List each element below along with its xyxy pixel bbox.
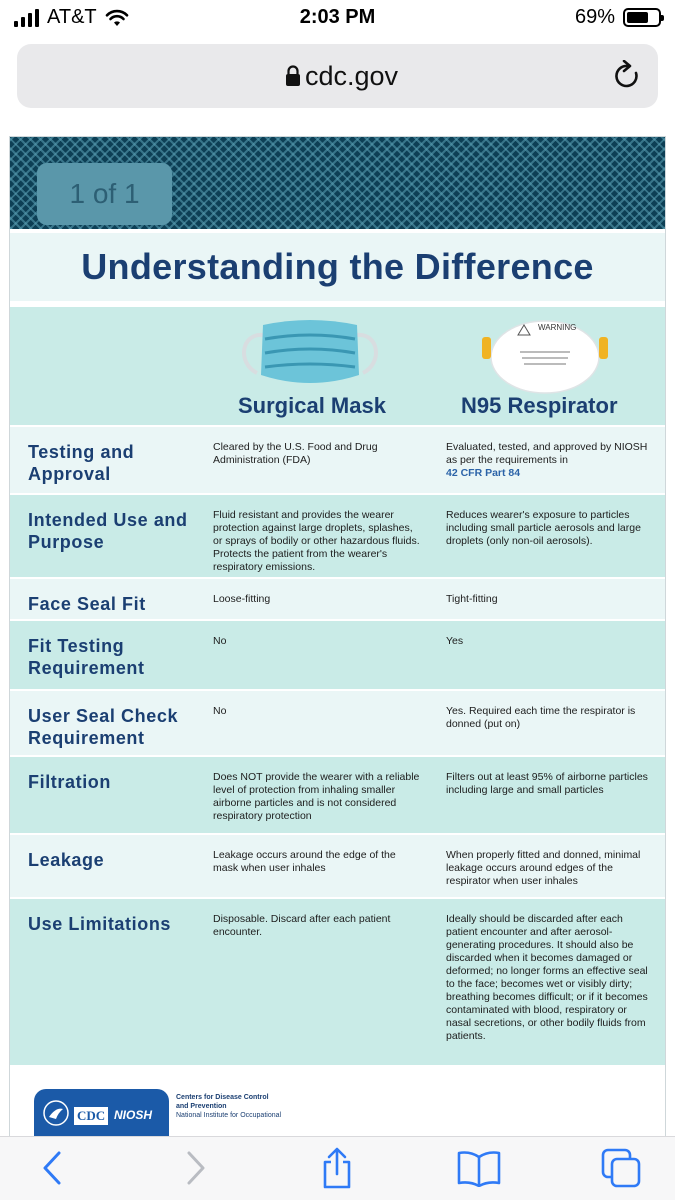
table-row	[10, 579, 665, 621]
row-label: Filtration	[28, 772, 111, 792]
cdc-logo	[34, 1089, 169, 1137]
title-band	[10, 233, 665, 301]
status-bar	[0, 0, 675, 38]
table-row	[10, 427, 665, 495]
page-content[interactable]	[0, 120, 675, 1136]
row-label: User Seal Check Requirement	[28, 706, 179, 748]
surgical-mask-icon	[235, 315, 385, 393]
surgical-cell: Fluid resistant and provides the wearer protection against large droplets, splashes, or sprays of bodily or other hazardous fluids. Protects the patient from the wearer's respiratory emissions.	[213, 509, 420, 573]
table-row	[10, 621, 665, 691]
table-row	[10, 691, 665, 757]
share-icon	[319, 1146, 355, 1190]
table-row	[10, 757, 665, 835]
bookmarks-icon	[456, 1149, 502, 1187]
row-label: Fit Testing Requirement	[28, 636, 145, 678]
org-line-2: and Prevention	[176, 1103, 227, 1110]
tabs-icon	[600, 1147, 642, 1189]
cdc-logo-text: CDC	[74, 1107, 108, 1125]
surgical-cell: Cleared by the U.S. Food and Drug Administration (FDA)	[213, 441, 378, 466]
column-header-row	[10, 307, 665, 425]
hhs-eagle-icon	[42, 1099, 70, 1127]
cdc-org-name	[176, 1093, 281, 1120]
surgical-cell: Leakage occurs around the edge of the mask when user inhales	[213, 849, 396, 874]
n95-cell: Ideally should be discarded after each patient encounter and after aerosol-generating procedures. It should also be discarded when it becomes damaged or deformed; no longer forms an effective seal to the face; becomes wet or visibly dirty; breathing becomes difficult; or if it becomes contaminated with blood, respiratory or nasal secretions, or other bodily fluids from patients.	[446, 913, 648, 1042]
forward-icon	[184, 1150, 208, 1186]
mask-warning-label: WARNING	[538, 323, 577, 332]
address-bar[interactable]	[17, 44, 658, 108]
row-label: Testing and Approval	[28, 442, 135, 484]
page-indicator: 1 of 1	[37, 163, 172, 225]
battery-level	[627, 12, 648, 23]
row-label: Leakage	[28, 850, 105, 870]
clock: 2:03 PM	[299, 6, 376, 28]
surgical-cell: No	[213, 705, 227, 717]
org-line-3: National Institute for Occupational	[176, 1112, 282, 1119]
surgical-cell: Does NOT provide the wearer with a reliable level of protection from inhaling smaller airborne particles and is not considered respiratory protection	[213, 771, 420, 822]
row-label: Intended Use and Purpose	[28, 510, 188, 552]
back-button[interactable]	[28, 1145, 76, 1191]
n95-cell: Yes	[446, 635, 464, 647]
row-label: Use Limitations	[28, 914, 172, 934]
reload-icon[interactable]	[612, 60, 642, 92]
status-right	[575, 6, 661, 29]
cdc-footer	[10, 1077, 665, 1137]
comparison-table	[10, 427, 665, 1067]
niosh-logo-text: NIOSH	[114, 1108, 153, 1122]
n95-cell: Yes. Required each time the respirator is donned (put on)	[446, 705, 636, 730]
table-row	[10, 495, 665, 579]
n95-cell: When properly fitted and donned, minimal leakage occurs around edges of the respirator when user inhales	[446, 849, 641, 887]
tabs-button[interactable]	[597, 1145, 645, 1191]
column-n95-respirator: N95 Respirator	[461, 393, 618, 418]
carrier-label: AT&T	[47, 6, 97, 28]
n95-cell-text: Evaluated, tested, and approved by NIOSH as per the requirements in	[446, 441, 648, 466]
table-row	[10, 835, 665, 899]
org-line-1: Centers for Disease Control	[176, 1094, 269, 1101]
n95-cell: Reduces wearer's exposure to particles including small particle aerosols and large droplets (only non-oil aerosols).	[446, 509, 641, 547]
infographic	[9, 136, 666, 1136]
surgical-cell: Loose-fitting	[213, 593, 271, 605]
forward-button[interactable]	[172, 1145, 220, 1191]
back-icon	[40, 1150, 64, 1186]
battery-percent: 69%	[574, 6, 615, 28]
column-surgical-mask: Surgical Mask	[238, 393, 386, 418]
page-title: Understanding the Difference	[81, 246, 594, 287]
n95-cell: Filters out at least 95% of airborne particles including large and small particles	[446, 771, 648, 796]
surgical-cell: No	[213, 635, 227, 647]
browser-toolbar	[0, 1136, 675, 1200]
battery-icon	[623, 8, 661, 27]
surgical-cell: Disposable. Discard after each patient encounter.	[213, 913, 391, 938]
table-row	[10, 899, 665, 1067]
share-button[interactable]	[313, 1145, 361, 1191]
cfr-link[interactable]: 42 CFR Part 84	[446, 467, 521, 479]
url-text: cdc.gov	[304, 61, 399, 91]
n95-cell: Tight-fitting	[446, 593, 498, 605]
bookmarks-button[interactable]	[455, 1145, 503, 1191]
n95-cell	[446, 441, 651, 480]
row-label: Face Seal Fit	[28, 594, 146, 614]
